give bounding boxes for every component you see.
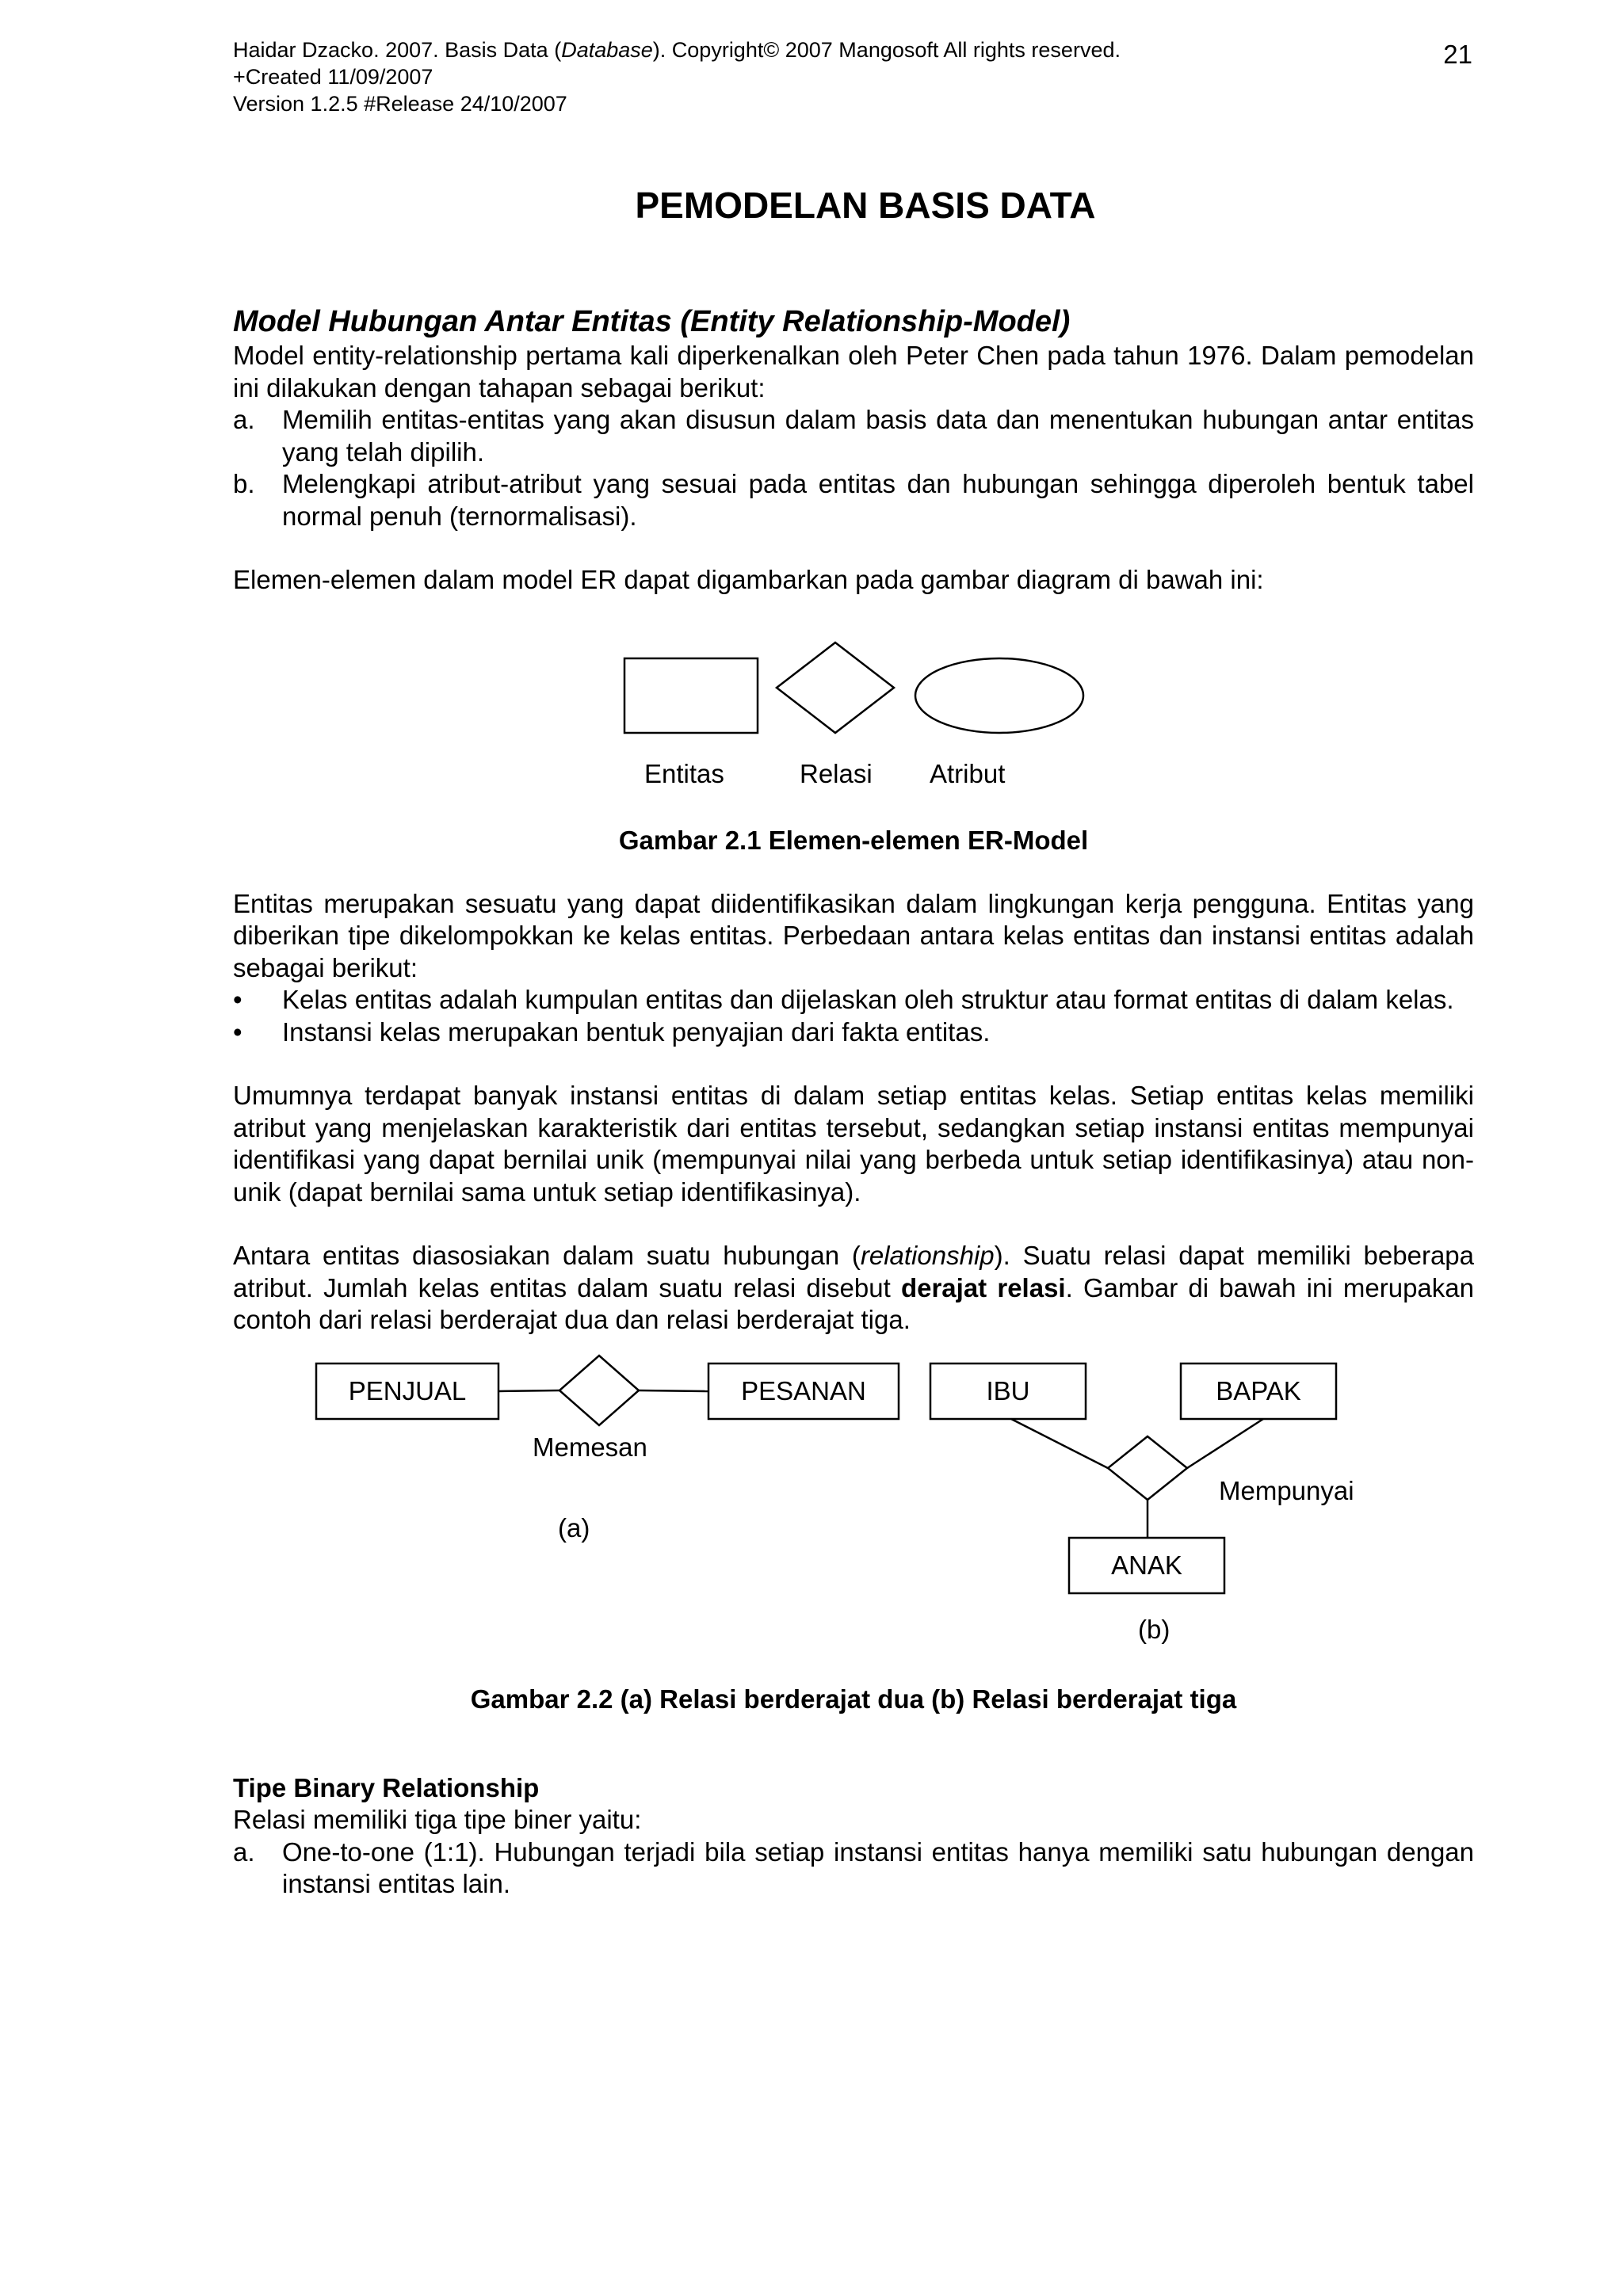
subfigure-label-b: (b) — [1138, 1614, 1170, 1644]
list-marker: a. — [233, 405, 255, 434]
connector-line — [1187, 1419, 1263, 1468]
relation-diamond-shape — [777, 643, 894, 733]
entity-label-anak: ANAK — [1111, 1550, 1182, 1580]
figure-er-elements — [233, 611, 1474, 825]
elements-intro: Elemen-elemen dalam model ER dapat digambarkan pada gambar diagram di bawah ini: — [233, 565, 1264, 594]
figure-relation-degree — [233, 1352, 1474, 1684]
list-text: Melengkapi atribut-atribut yang sesuai pada entitas dan hubungan sehingga diperoleh bentuk tabel normal penuh (ternormalisasi). — [282, 469, 1474, 531]
er-elements-diagram — [233, 611, 1474, 825]
list-item — [233, 468, 1474, 532]
connector-line — [498, 1390, 559, 1391]
intro-paragraph: Model entity-relationship pertama kali diperkenalkan oleh Peter Chen pada tahun 1976. Dalam pemodelan ini dilakukan dengan tahapan sebagai berikut: — [233, 341, 1474, 402]
section-heading-er-model: Model Hubungan Antar Entitas (Entity Relationship-Model) — [233, 305, 1071, 338]
relation-diamond-memesan — [559, 1356, 639, 1425]
page-title: PEMODELAN BASIS DATA — [635, 185, 1096, 226]
figure1-caption: Gambar 2.1 Elemen-elemen ER-Model — [618, 825, 1089, 855]
page-header — [233, 36, 1501, 117]
list-item — [233, 1016, 1474, 1049]
label-entitas: Entitas — [644, 758, 724, 788]
list-marker: a. — [233, 1836, 255, 1867]
relation-diamond-mempunyai — [1108, 1436, 1187, 1500]
bullet-marker: • — [233, 985, 242, 1014]
label-relasi: Relasi — [800, 758, 873, 788]
figure2-caption: Gambar 2.2 (a) Relasi berderajat dua (b) Relasi berderajat tiga — [470, 1684, 1237, 1714]
paragraph-instansi: Umumnya terdapat banyak instansi entitas di dalam setiap entitas kelas. Setiap entitas kelas memiliki atribut yang menjelaskan karakteristik dari entitas tersebut, sedangkan setiap instansi entitas mempunyai identifikasi yang dapat bernilai unik (mempunyai nilai yang berbeda untuk setiap identifikasinya) atau non-unik (dapat bernilai sama untuk setiap identifikasinya). — [233, 1081, 1474, 1207]
list-marker: b. — [233, 469, 255, 498]
relation-label-memesan: Memesan — [533, 1432, 647, 1462]
entity-label-bapak: BAPAK — [1216, 1375, 1301, 1405]
attribute-ellipse-shape — [915, 658, 1083, 733]
label-atribut: Atribut — [930, 758, 1006, 788]
entity-label-penjual: PENJUAL — [348, 1375, 467, 1405]
header-created: +Created 11/09/2007 — [233, 65, 433, 89]
bullet-marker: • — [233, 1016, 242, 1047]
header-citation: Haidar Dzacko. 2007. Basis Data (Database). Copyright© 2007 Mangosoft All rights reserved. — [233, 38, 1121, 62]
bullet-text: Instansi kelas merupakan bentuk penyajian dari fakta entitas. — [282, 1016, 991, 1047]
list-item — [233, 404, 1474, 468]
connector-line — [1011, 1419, 1108, 1468]
connector-line — [639, 1390, 708, 1391]
binary-intro: Relasi memiliki tiga tipe biner yaitu: — [233, 1805, 642, 1834]
list-item — [233, 1836, 1474, 1901]
paragraph-relasi: Antara entitas diasosiakan dalam suatu hubungan (relationship). Suatu relasi dapat memiliki beberapa atribut. Jumlah kelas entitas dalam suatu relasi disebut derajat relasi. Gambar di bawah ini merupakan contoh dari relasi berderajat dua dan relasi berderajat tiga. — [233, 1241, 1475, 1334]
subfigure-label-a: (a) — [558, 1512, 590, 1543]
relation-label-mempunyai: Mempunyai — [1219, 1475, 1354, 1505]
list-text: Memilih entitas-entitas yang akan disusun dalam basis data dan menentukan hubungan antar entitas yang telah dipilih. — [282, 405, 1474, 467]
section-heading-binary-relationship: Tipe Binary Relationship — [233, 1772, 540, 1802]
entity-rectangle-shape — [624, 658, 758, 733]
header-version: Version 1.2.5 #Release 24/10/2007 — [233, 92, 567, 116]
bullet-text: Kelas entitas adalah kumpulan entitas dan dijelaskan oleh struktur atau format entitas di dalam kelas. — [282, 985, 1454, 1014]
entity-label-ibu: IBU — [986, 1375, 1030, 1405]
entity-label-pesanan: PESANAN — [741, 1375, 866, 1405]
paragraph-entitas: Entitas merupakan sesuatu yang dapat diidentifikasikan dalam lingkungan kerja pengguna. Entitas yang diberikan tipe dikelompokkan ke kelas entitas. Perbedaan antara kelas entitas dan instansi entitas adalah sebagai berikut: — [233, 888, 1474, 982]
page-number: 21 — [1443, 40, 1472, 69]
list-item — [233, 984, 1474, 1016]
main-content — [233, 303, 1474, 1901]
list-text: One-to-one (1:1). Hubungan terjadi bila setiap instansi entitas hanya memiliki satu hubungan dengan instansi entitas lain. — [282, 1836, 1474, 1898]
